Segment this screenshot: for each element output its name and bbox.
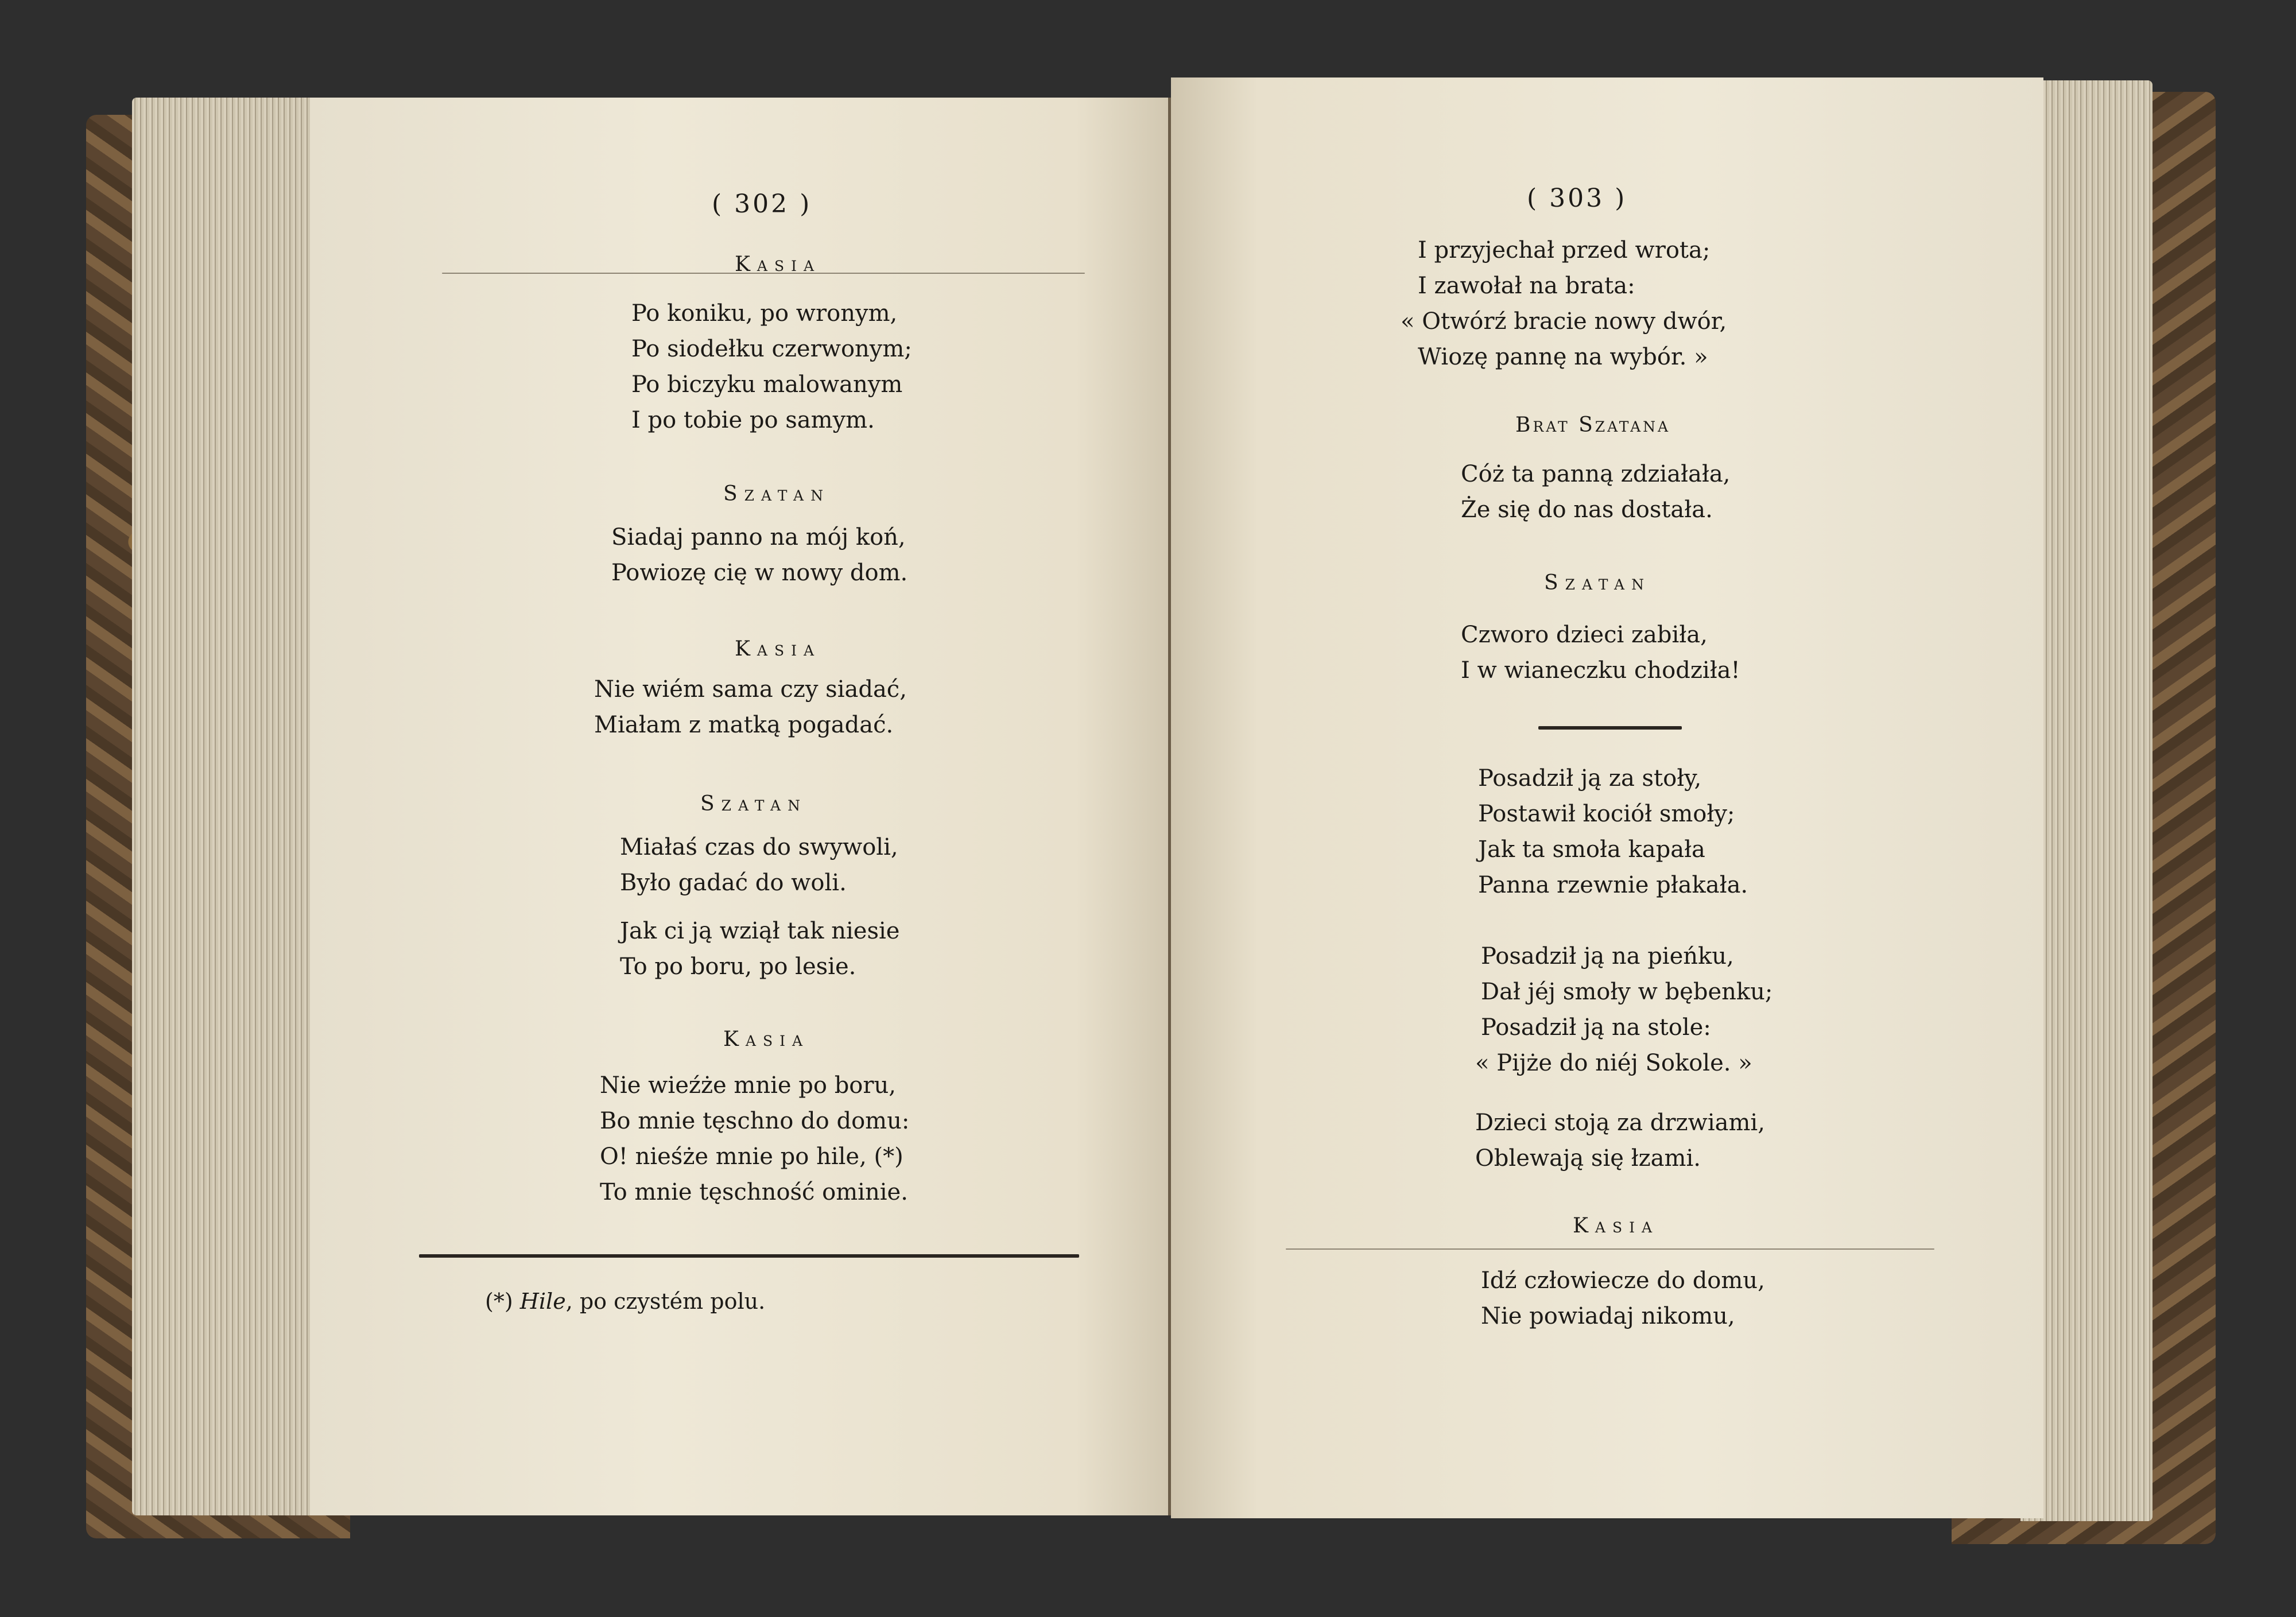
stanza [1475,1105,1765,1176]
footnote-term: Hile [519,1289,566,1314]
footnote-marker: (*) [485,1289,513,1314]
verse-line: Miałam z matką pogadać. [594,712,894,738]
page-number: ( 303 ) [1527,184,1627,213]
page-edges-left [132,98,316,1515]
footnote-rule [419,1254,1079,1258]
verse-line: I przyjechał przed wrota; [1418,237,1711,263]
verse-line: Było gadać do woli. [620,870,847,896]
verse-line: Bo mnie tęschno do domu: [600,1108,910,1134]
verse-line: Jak ta smoła kapała [1478,836,1705,863]
speaker-label: Kasia [735,637,821,661]
verse-line: Posadził ją na pieńku, [1481,943,1734,970]
verse-line: Nie wiém sama czy siadać, [594,676,907,703]
stanza [1461,456,1730,528]
speaker-label: Kasia [723,1027,810,1051]
speaker-label: Kasia [735,253,821,276]
footnote-text: , po czystém polu. [565,1289,766,1314]
page-number: ( 302 ) [712,189,812,219]
verse-line: Dzieci stoją za drzwiami, [1475,1110,1765,1136]
verse-line: Siadaj panno na mój koń, [611,524,906,550]
verse-line: Posadził ją na stole: [1481,1014,1711,1041]
verse-line: Powiozę cię w nowy dom. [611,560,908,586]
verse-line: Postawił kociół smoły; [1478,801,1735,827]
verse-line: Nie wieźże mnie po boru, [600,1072,896,1099]
stanza [1478,761,1748,903]
stanza [600,1068,909,1210]
faint-rule [1286,1248,1934,1250]
verse-line: Panna rzewnie płakała. [1478,872,1748,898]
verse-line: Nie powiadaj nikomu, [1481,1303,1735,1329]
speaker-label: Szatan [1544,571,1651,595]
stanza [1475,939,1773,1081]
page-302 [310,98,1180,1515]
verse-line: Że się do nas dostała. [1461,497,1713,523]
stanza [1461,617,1740,688]
verse-line: « Pijże do niéj Sokole. » [1475,1050,1752,1076]
verse-line: « Otwórź bracie nowy dwór, [1401,308,1727,335]
stanza [620,829,899,984]
verse-line: Jak ci ją wziął tak niesie [620,918,900,944]
verse-line: O! nieśże mnie po hile, (*) [600,1143,903,1170]
footnote [485,1289,765,1314]
verse-line: Cóż ta panną zdziałała, [1461,461,1731,487]
verse-line: Czworo dzieci zabiła, [1461,622,1708,648]
verse-line: Wiozę pannę na wybór. » [1418,344,1708,370]
speaker-label: Szatan [700,792,807,816]
verse-line: I zawołał na brata: [1418,273,1635,299]
stanza [1481,1263,1765,1334]
verse-line: Dał jéj smoły w bębenku; [1481,979,1773,1005]
stanza [1401,232,1727,375]
section-rule [1538,726,1682,730]
verse-line: Idź człowiecze do domu, [1481,1267,1765,1294]
verse-line: Po biczyku malowanym [631,371,903,398]
stanza [631,296,912,438]
speaker-label: Brat Szatana [1515,413,1671,437]
speaker-label: Szatan [723,482,830,506]
stanza [611,519,907,591]
verse-line: To po boru, po lesie. [620,953,856,980]
verse-line: I po tobie po samym. [631,407,875,433]
verse-line: Po koniku, po wronym, [631,300,898,327]
verse-line: Po siodełku czerwonym; [631,336,912,362]
verse-line: I w wianeczku chodziła! [1461,657,1740,684]
speaker-label: Kasia [1573,1214,1659,1238]
page-303 [1171,77,2043,1518]
verse-line: To mnie tęschność ominie. [600,1179,908,1205]
stanza [594,672,907,743]
verse-line: Miałaś czas do swywoli, [620,834,898,860]
verse-line: Posadził ją za stoły, [1478,765,1702,792]
verse-line: Oblewają się łzami. [1475,1145,1701,1172]
